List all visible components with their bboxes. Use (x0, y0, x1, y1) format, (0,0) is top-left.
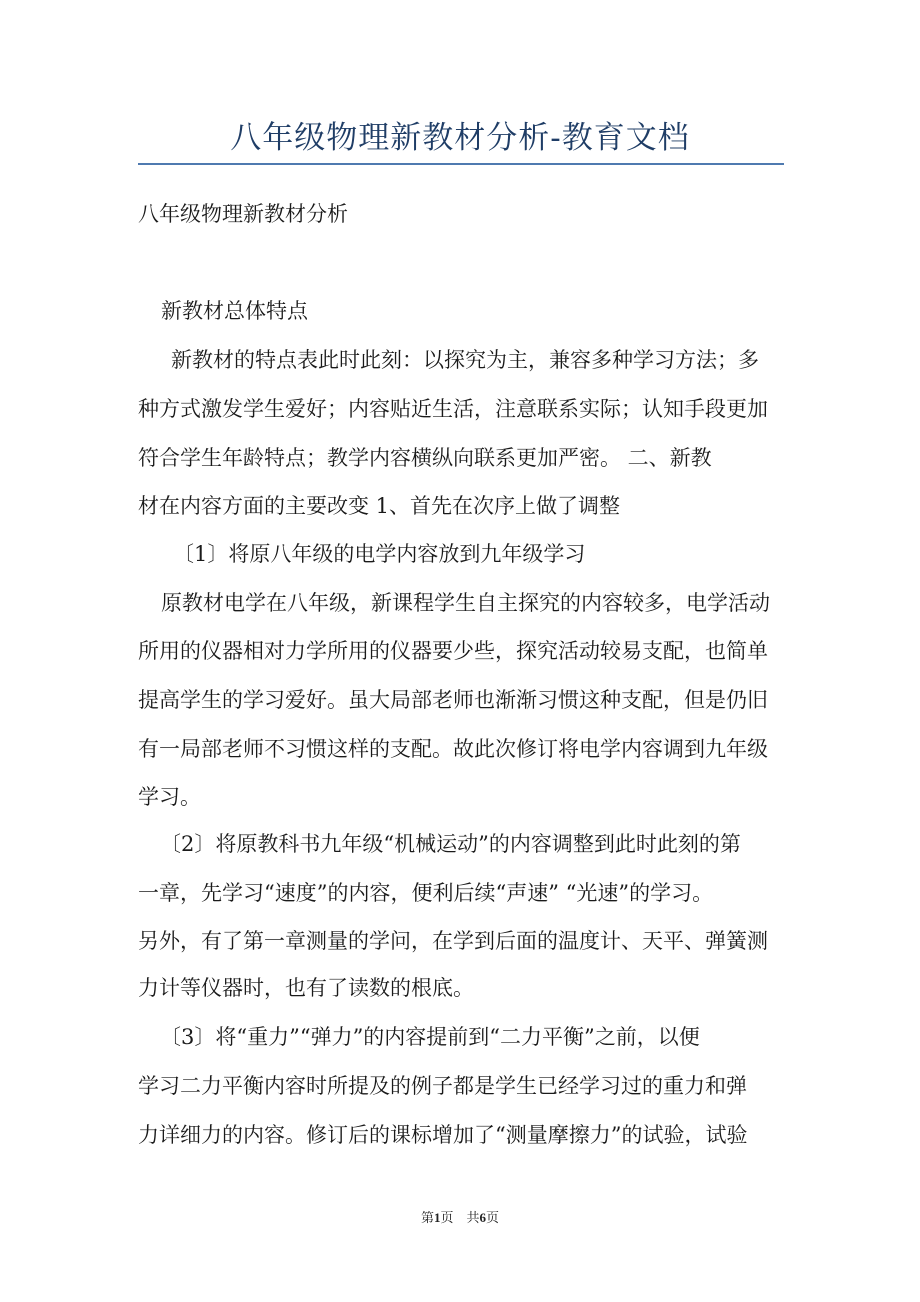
section-heading: 新教材总体特点 (161, 299, 308, 323)
text-line: 力计等仪器时，也有了读数的根底。 (138, 976, 474, 1000)
text-line: 有一局部老师不习惯这样的支配。故此次修订将电学内容调到九年级 (138, 737, 768, 761)
footer-page-prefix: 第 (420, 1211, 434, 1226)
footer-page-suffix: 页 (486, 1211, 500, 1226)
text-line: 材在内容方面的主要改变 1、首先在次序上做了调整 (138, 494, 621, 518)
footer-page-total: 6 (479, 1210, 486, 1225)
text-line: 所用的仪器相对力学所用的仪器要少些，探究活动较易支配，也简单 (138, 639, 768, 663)
text-line: 力详细力的内容。修订后的课标增加了“测量摩擦力”的试验，试验 (138, 1123, 748, 1147)
document-title: 八年级物理新教材分析-教育文档 (230, 120, 690, 156)
text-line: 学习。 (138, 785, 201, 809)
text-line: 新教材的特点表此时此刻：以探究为主，兼容多种学习方法；多 (171, 348, 759, 372)
footer-page-number: 1 (433, 1210, 441, 1225)
text-line: 〔2〕将原教科书九年级“机械运动”的内容调整到此时此刻的第 (160, 832, 741, 856)
text-line: 一章，先学习“速度”的内容，便利后续“声速” “光速”的学习。 (138, 881, 714, 905)
text-line-subtitle: 八年级物理新教材分析 (138, 202, 348, 226)
footer-page-mid: 页 共 (440, 1211, 480, 1226)
text-line: 另外，有了第一章测量的学问，在学到后面的温度计、天平、弹簧测 (138, 929, 768, 953)
text-line: 原教材电学在八年级，新课程学生自主探究的内容较多，电学活动 (161, 591, 770, 615)
text-line: 学习二力平衡内容时所提及的例子都是学生已经学习过的重力和弹 (138, 1074, 747, 1098)
text-line: 〔1〕将原八年级的电学内容放到九年级学习 (173, 542, 586, 566)
text-line: 符合学生年龄特点；教学内容横纵向联系更加严密。 二、新教 (138, 446, 712, 470)
text-line: 种方式激发学生爱好；内容贴近生活，注意联系实际；认知手段更加 (138, 397, 768, 421)
text-line: 提高学生的学习爱好。虽大局部老师也渐渐习惯这种支配，但是仍旧 (138, 688, 768, 712)
title-divider (138, 163, 784, 165)
text-line: 〔3〕将“重力”“弹力”的内容提前到“二力平衡”之前，以便 (160, 1025, 700, 1049)
page-footer (0, 1207, 920, 1226)
